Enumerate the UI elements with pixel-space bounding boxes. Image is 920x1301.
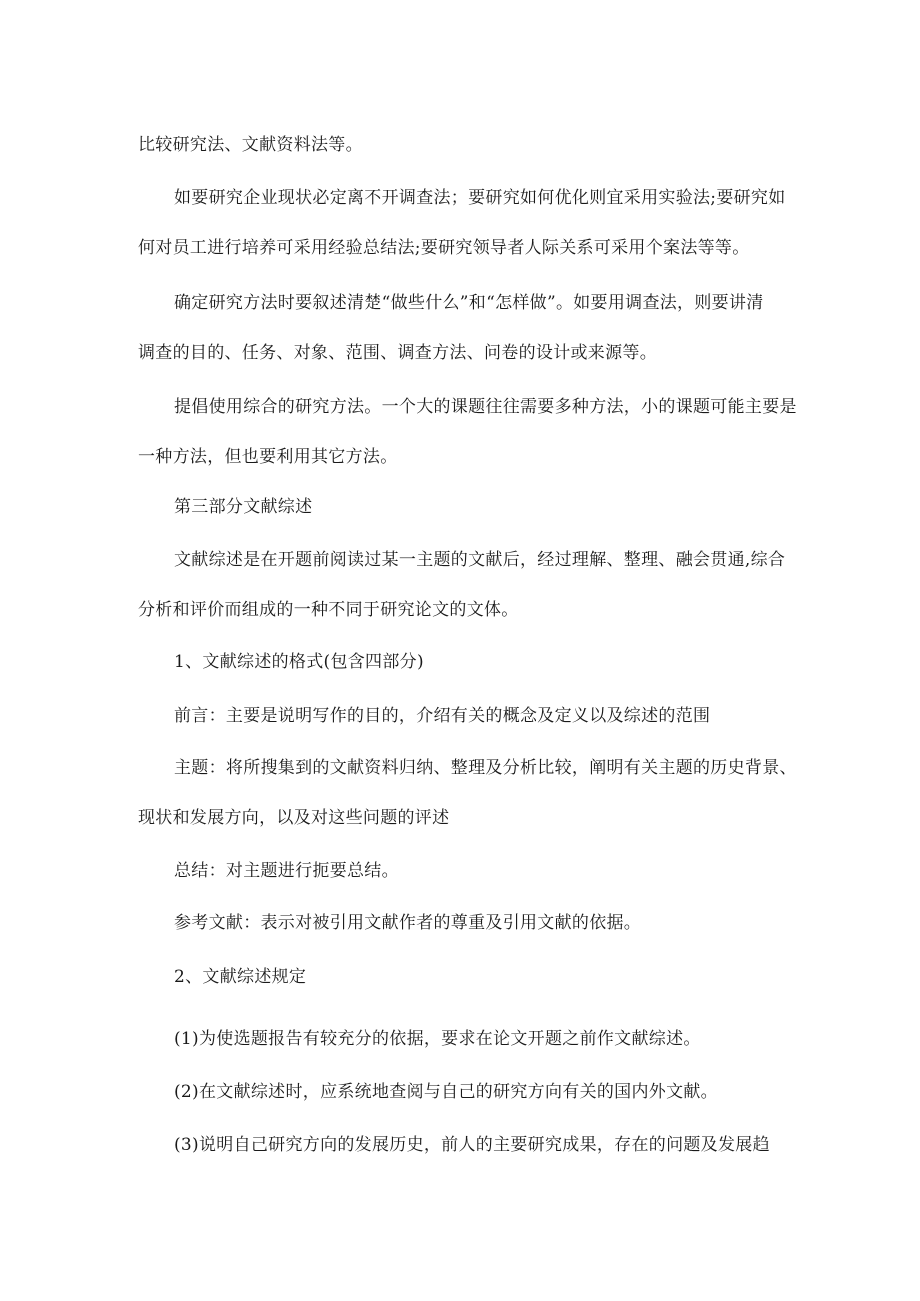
- paragraph-requirement-1: [138, 1014, 788, 1064]
- section-heading: [138, 482, 788, 532]
- text-line: (2)在文献综述时，应系统地查阅与自己的研究方向有关的国内外文献。: [174, 1082, 718, 1102]
- text-line: 何对员工进行培养可采用经验总结法;要研究领导者人际关系可采用个案法等等。: [138, 238, 750, 258]
- text-line: 第三部分文献综述: [174, 497, 313, 517]
- paragraph-methods-continuation: [138, 120, 788, 170]
- subheading-requirements: [138, 952, 788, 1002]
- paragraph-requirement-2: [138, 1067, 788, 1117]
- text-line: 比较研究法、文献资料法等。: [138, 135, 363, 155]
- paragraph-review-definition: [138, 535, 788, 635]
- text-line: 文献综述是在开题前阅读过某一主题的文献后，经过理解、整理、融会贯通,综合: [174, 550, 786, 570]
- text-line: 1、文献综述的格式(包含四部分): [174, 652, 424, 672]
- text-line: 提倡使用综合的研究方法。一个大的课题往往需要多种方法，小的课题可能主要是: [174, 397, 797, 417]
- paragraph-references: [138, 898, 788, 948]
- text-line: 分析和评价而组成的一种不同于研究论文的文体。: [138, 600, 519, 620]
- text-line: 现状和发展方向，以及对这些问题的评述: [138, 808, 450, 828]
- text-line: 确定研究方法时要叙述清楚“做些什么”和“怎样做”。如要用调查法，则要讲清: [174, 293, 764, 313]
- paragraph-combined-methods: [138, 382, 797, 482]
- paragraph-method-examples: [138, 173, 788, 273]
- paragraph-determine-method: [138, 278, 788, 378]
- paragraph-summary: [138, 846, 788, 896]
- text-line: 总结：对主题进行扼要总结。: [174, 861, 399, 881]
- paragraph-requirement-3: [138, 1120, 788, 1170]
- text-line: 一种方法，但也要利用其它方法。: [138, 447, 398, 467]
- text-line: (3)说明自己研究方向的发展历史，前人的主要研究成果，存在的问题及发展趋: [174, 1135, 770, 1155]
- text-line: 前言：主要是说明写作的目的，介绍有关的概念及定义以及综述的范围: [174, 706, 711, 726]
- text-line: 如要研究企业现状必定离不开调查法；要研究如何优化则宜采用实验法;要研究如: [174, 188, 786, 208]
- text-line: 主题：将所搜集到的文献资料归纳、整理及分析比较，阐明有关主题的历史背景、: [174, 758, 797, 778]
- text-line: 调查的目的、任务、对象、范围、调查方法、问卷的设计或来源等。: [138, 343, 657, 363]
- subheading-format: [138, 637, 788, 687]
- text-line: 2、文献综述规定: [174, 967, 307, 987]
- paragraph-theme: [138, 743, 797, 843]
- text-line: (1)为使选题报告有较充分的依据，要求在论文开题之前作文献综述。: [174, 1029, 701, 1049]
- paragraph-preface: [138, 691, 788, 741]
- text-line: 参考文献：表示对被引用文献作者的尊重及引用文献的依据。: [174, 913, 642, 933]
